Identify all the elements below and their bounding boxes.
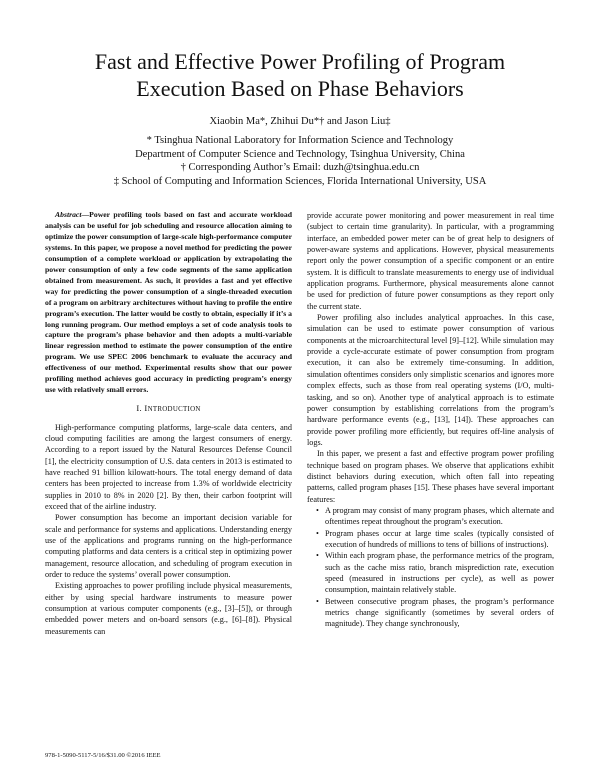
affiliations	[40, 134, 560, 188]
body-paragraph: Power profiling also includes analytical approaches. In this case, simulation can be used to estimate power consumption of various components at the microarchitectural level [9]–[12]. While simulation may provide a cycle-accurate estimate of power consumption from program execution, it can also be extremely time-consuming. In addition, simulation oftentimes considers only simplistic scenarios and ignores more complex effects, such as those from real operating systems (I/O, multi-tasking, and so on). Another type of analytical approach is to estimate power consumption by establishing correlations from the program’s hardware performance events (e.g., [13], [14]). These approaches can provide power profiling more efficiently, but requires off-line analysis of logs.	[307, 313, 554, 447]
body-paragraph: High-performance computing platforms, large-scale data centers, and cloud computing facilities are among the largest consumers of energy. According to a report issued by the Natural Resources Defense Council [1], the electricity consumption of U.S. data centers in 2013 is estimated to have reached 91 billion kilowatt-hours. The total energy demand of data centers has been projected to increase from 1.3% of worldwide electricity supplies in 2010 to 8% in 2020 [2]. By then, their carbon footprint will exceed that of the airline industry.	[45, 422, 292, 511]
affiliation-line: ‡ School of Computing and Information Sciences, Florida International University, USA	[113, 175, 487, 187]
body-paragraph: In this paper, we present a fast and effective program power profiling technique based on program phases. We observe that applications exhibit distinct behaviors during execution, which often fall into repeating patterns, called program phases [15]. These phases have several important features:	[307, 449, 554, 504]
list-item: • Program phases occur at large time scales (typically consisted of execution of hundreds of millions to tens of billions of instructions).	[317, 528, 554, 551]
affiliation-line: Department of Computer Science and Technology, Tsinghua University, China	[135, 148, 465, 160]
section-title: INTRODUCTION	[144, 403, 201, 414]
paper-title	[40, 48, 560, 102]
copyright-footer: 978-1-5090-5117-5/16/$31.00 ©2016 IEEE	[45, 752, 161, 759]
abstract-label: Abstract	[55, 210, 82, 219]
title-line-2: Execution Based on Phase Behaviors	[136, 76, 464, 101]
body-paragraph: Power consumption has become an important decision variable for scale and performance for systems and applications. Understanding energy use of the applications and programs running on the high-performance computing platforms and data centers is a critical step in optimizing power management, resource allocation, and scheduling of program execution in order to reduce the systems’ overall power consumption.	[45, 513, 292, 580]
left-column	[45, 210, 292, 637]
affiliation-line: * Tsinghua National Laboratory for Information Science and Technology	[146, 135, 454, 146]
list-item: • Between consecutive program phases, the program’s performance metrics change significantly (sometimes by several orders of magnitude). They change synchronously,	[317, 596, 554, 630]
affiliation-line: † Corresponding Author’s Email: duzh@tsinghua.edu.cn	[180, 162, 420, 174]
section-number: I.	[136, 403, 142, 414]
feature-list	[307, 505, 554, 630]
author-list: Xiaobin Ma*, Zhihui Du*† and Jason Liu‡	[209, 116, 391, 127]
title-line-1: Fast and Effective Power Profiling of Program	[94, 49, 506, 74]
list-item: • A program may consist of many program phases, which alternate and oftentimes repeat throughout the program’s execution.	[317, 505, 554, 528]
section-heading	[45, 403, 292, 415]
abstract-text: —Power profiling tools based on fast and accurate workload analysis can be useful for job scheduling and resource allocation aiming to optimize the power consumption of large-scale high-performance computer systems. In this paper, we propose a novel method for predicting the power consumption of a complete workload or application by extrapolating the power consumption of only a few code segments of the same application obtained from measurement. As such, it provides a fast and yet effective way for predicting the power consumption of a single-threaded execution of a program on arbitrary architectures without having to profile the entire program’s execution. The latter would be costly to obtain, especially if it’s a long running program. Our method employs a set of code analysis tools to capture the program’s phase behavior and then adopts a multi-variable linear regression method to estimate the power consumption of the entire program. We use SPEC 2006 benchmark to evaluate the accuracy and effectiveness of our method. Experimental results show that our power profiling method achieves good accuracy in predicting program’s energy use with relatively small errors.	[45, 210, 292, 395]
abstract	[45, 210, 292, 396]
body-paragraph: Existing approaches to power profiling include physical measurements, either by using special hardware instruments to measure power consumption at various computer components (e.g., [3]–[5]), or through embedded power meters and on-board sensors (e.g., [6]–[8]). Physical measurements can	[45, 581, 292, 636]
body-paragraph: provide accurate power monitoring and power measurement in real time (subject to certain time granularity). In particular, with a programming interface, an embedded power meter can be of great help to designers of power-aware systems and applications. However, physical measurements report only the power consumption of a specific component or an entire system. It is difficult to translate measurements to energy use of individual application programs. Furthermore, physical measurements alone cannot be used for prediction of future power consumptions as they report only the current state.	[307, 211, 554, 311]
list-item: • Within each program phase, the performance metrics of the program, such as the cache miss ratio, branch misprediction rate, execution speed (measured in instructions per cycle), as well as power consumption, maintain relatively stable.	[317, 550, 554, 595]
right-column	[307, 210, 554, 630]
